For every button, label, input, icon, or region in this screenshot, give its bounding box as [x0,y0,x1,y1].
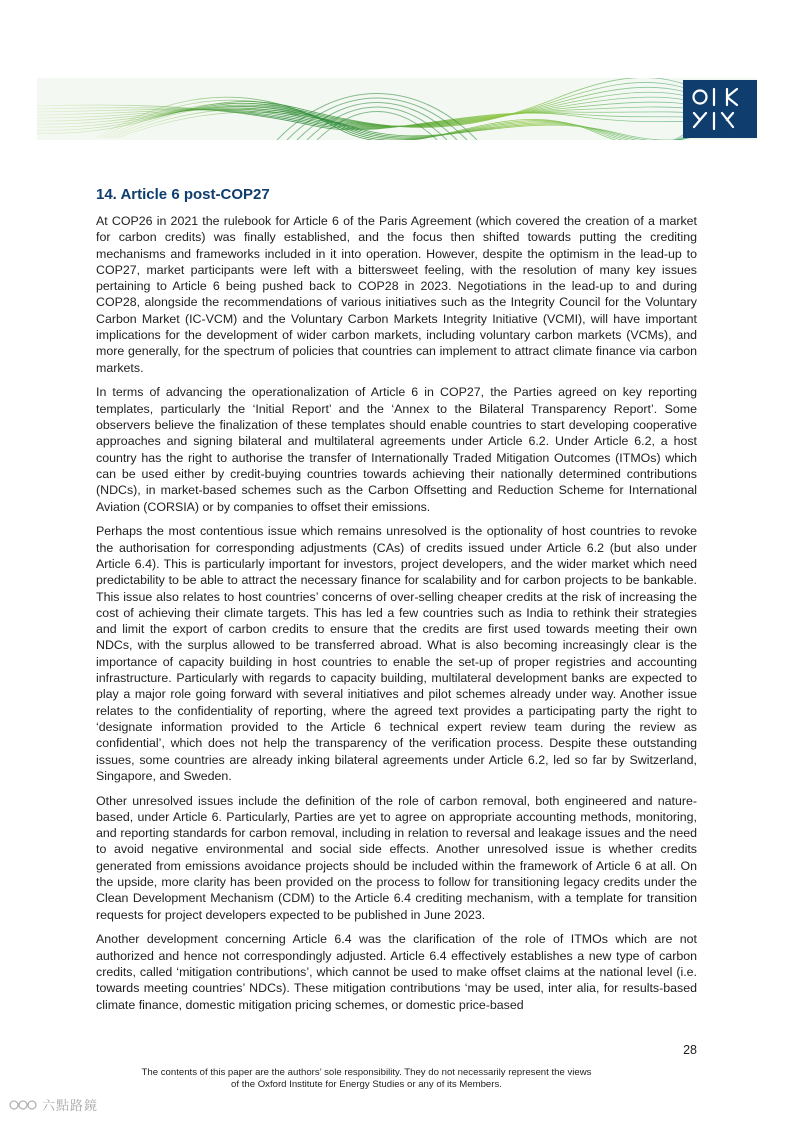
oies-logo [683,80,757,138]
main-content [96,185,697,1021]
watermark-logo-icon [8,1096,38,1114]
header-banner [37,78,757,140]
footer-disclaimer [100,1067,633,1091]
paragraph-5: Another development concerning Article 6.4 was the clarification of the role of ITMOs which are not authorized and hence not correspondingly adjusted. Article 6.4 effectively establishes a new type of carbon credits, called ‘mitigation contributions’, which cannot be used to make offset claims at the national level (i.e. towards meeting countries’ NDCs). These mitigation contributions ‘may be used, inter alia, for results-based climate finance, domestic mitigation pricing schemes, or domestic price-based [96,932,697,1012]
footer-line-1: The contents of this paper are the authors’ sole responsibility. They do not necessarily represent the views [141,1067,592,1078]
footer-line-2: of the Oxford Institute for Energy Studies or any of its Members. [231,1079,502,1090]
paragraph-4: Other unresolved issues include the definition of the role of carbon removal, both engineered and nature-based, under Article 6. Particularly, Parties are yet to agree on appropriate accounting methods, monitoring, and reporting standards for carbon removal, including in relation to reversal and leakage issues and the need to avoid negative environmental and social side effects. Another unresolved issue is whether credits generated from emissions avoidance projects should be included within the framework of Article 6 at all. On the upside, more clarity has been provided on the process to follow for transitioning legacy credits under the Clean Development Mechanism (CDM) to the Article 6.4 crediting mechanism, with a template for transition requests for project developers expected to be published in June 2023. [96,793,697,922]
logo-icon [683,80,757,138]
wave-pattern-graphic [37,78,757,140]
section-title: 14. Article 6 post-COP27 [96,186,270,203]
paragraph-2: In terms of advancing the operationalization of Article 6 in COP27, the Parties agreed on key reporting templates, particularly the ‘Initial Report’ and the ‘Annex to the Bilateral Transparency Report’. Some observers believe the finalization of these templates should enable countries to start developing cooperative approaches and signing bilateral and multilateral agreements under Article 6.2. Under Article 6.2, a host country has the right to authorise the transfer of Internationally Traded Mitigation Outcomes (ITMOs) which can be used either by credit-buying countries towards achieving their nationally determined contributions (NDCs), in market-based schemes such as the Carbon Offsetting and Reduction Scheme for International Aviation (CORSIA) or by companies to offset their emissions. [96,385,697,514]
watermark [8,1095,98,1114]
paragraph-3: Perhaps the most contentious issue which remains unresolved is the optionality of host countries to revoke the authorisation for corresponding adjustments (CAs) of credits issued under Article 6.2 (but also under Article 6.4). This is particularly important for investors, project developers, and the wider market which need predictability to be able to attract the necessary finance for scalability and for carbon projects to be bankable. This issue also relates to host countries’ concerns of over-selling cheaper credits at the risk of increasing the cost of achieving their climate targets. This has led a few countries such as India to rethink their strategies and limit the export of carbon credits to ensure that the credits are first used towards meeting their own NDCs, with the surplus allowed to be transferred abroad. What is also becoming increasingly clear is the importance of capacity building in host countries to enable the set-up of proper registries and accounting infrastructure. Particularly with regards to capacity building, multilateral development banks are expected to play a major role going forward with several initiatives and pilot schemes already under way. Another issue relates to the confidentiality of reporting, where the agreed text provides a participating party the right to ‘designate information provided to the Article 6 technical expert review team during the review as confidential’, which does not help the transparency of the verification process. Despite these outstanding issues, some countries are already inking bilateral agreements under Article 6.2, led so far by Switzerland, Singapore, and Sweden. [96,524,697,783]
paragraph-1: At COP26 in 2021 the rulebook for Article 6 of the Paris Agreement (which covered the creation of a market for carbon credits) was finally established, and the focus then shifted towards putting the crediting mechanisms and frameworks included in it into operation. However, despite the optimism in the lead-up to COP27, market participants were left with a bittersweet feeling, with the resolution of many key issues pertaining to Article 6 being pushed back to COP28 in 2023. Negotiations in the lead-up to and during COP28, alongside the recommendations of various initiatives such as the Integrity Council for the Voluntary Carbon Market (IC-VCM) and the Voluntary Carbon Markets Integrity Initiative (VCMI), will have important implications for the development of wider carbon markets, including voluntary carbon markets (VCMs), and more generally, for the spectrum of policies that countries can implement to attract climate finance via carbon markets. [96,214,697,375]
page-number: 28 [683,1043,697,1057]
watermark-text: 六點路鏡 [42,1098,99,1113]
